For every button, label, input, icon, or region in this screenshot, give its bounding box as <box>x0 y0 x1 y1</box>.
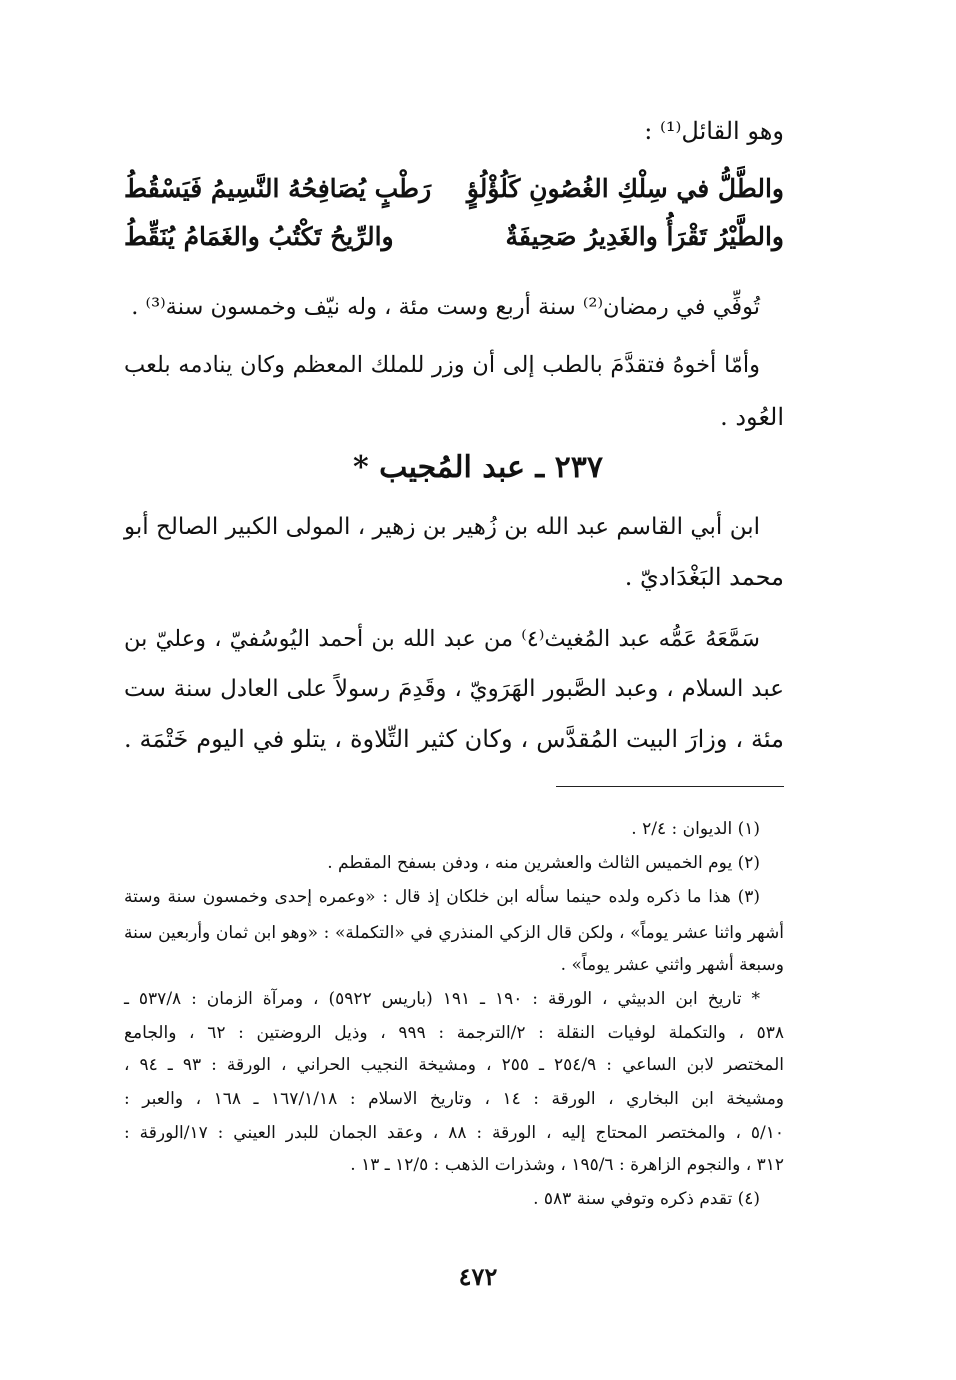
verse-line-1 <box>124 174 784 210</box>
brother-paragraph-line-2: العُود . <box>720 403 784 431</box>
source-note-line-3: المختصر لابن الساعي : ٢٥٤/٩ ـ ٢٥٥ ، ومشيخة النجيب الحراني ، الورقة : ٩٣ ـ ٩٤ ، <box>124 1055 785 1075</box>
death-line: تُوفِّي في رمضان⁽²⁾ سنة أربع وست مئة ، وله نيّف وخمسون سنة⁽³⁾ . <box>131 294 760 320</box>
footnote-separator <box>556 786 784 787</box>
footnote-1: (١) الديوان : ٢/٤ . <box>631 819 760 839</box>
source-note-line-6: ٣١٢ ، والنجوم الزاهرة : ١٩٥/٦ ، وشذرات الذهب : ١٢/٥ ـ ١٣ . <box>350 1155 784 1175</box>
footnote-3-line-3: وسبعة أشهر واثني عشر يوماً» . <box>560 955 784 975</box>
page-number: ٤٧٢ <box>458 1262 498 1291</box>
entry-heading: ٢٣٧ ـ عبد المُجيب * <box>353 450 603 485</box>
brother-paragraph-line-1: وأمّا أخوهُ فتقدَّمَ بالطب إلى أن وزر للملك المعظم وكان ينادمه بلعب <box>124 352 760 378</box>
lineage-line-2: محمد البَغْدَاديّ . <box>624 563 784 591</box>
lineage-line-1: ابن أبي القاسم عبد الله بن زُهير بن زهير ، المولى الكبير الصالح أبو <box>124 514 760 540</box>
source-note-line-2: ٥٣٨ ، والتكملة لوفيات النقلة : ٢/الترجمة : ٩٩٩ ، وذيل الروضتين : ٦٢ ، والجامع <box>124 1023 784 1043</box>
verse-2-first-hemistich: والطَّيْرُ تَقْرَأُ والغَدِيرُ صَحِيفَةٌ <box>505 222 784 251</box>
source-note-line-4: ومشيخة ابن البخاري ، الورقة : ١٤ ، وتاريخ الاسلام : ١٦٧/١/١٨ ـ ١٦٨ ، والعبر : <box>124 1089 785 1109</box>
footnote-2: (٢) يوم الخميس الثالث والعشرين منه ، ودفن بسفح المقطم . <box>327 853 760 873</box>
footnote-4: (٤) تقدم ذكره وتوفي سنة ٥٨٣ . <box>533 1189 760 1209</box>
verse-1-first-hemistich: والطَّلُّ في سِلْكِ الغُصُونِ كَلُؤْلُؤٍ <box>466 174 784 203</box>
source-note-line-1: * تاريخ ابن الدبيثي ، الورقة : ١٩٠ ـ ١٩١ (باريس ٥٩٢٢) ، ومرآة الزمان : ٥٣٧/٨ ـ <box>124 989 760 1009</box>
verse-line-2 <box>124 222 784 258</box>
source-note-line-5: ٥/١٠ ، والمختصر المحتاج إليه ، الورقة : ٨٨ ، وعقد الجمان للبدر العيني : ١٧/الورقة : <box>124 1123 785 1143</box>
bio-line-1: سَمَّعَهُ عَمُّه عبد المُغيث⁽٤⁾ من عبد الله بن أحمد اليُوسُفيّ ، وعليّ بن <box>124 626 760 652</box>
verse-2-second-hemistich: والرِّيحُ تَكْتُبُ والغَمَامُ يُنَقِّطُ <box>124 222 394 251</box>
intro-line: وهو القائل⁽¹⁾ : <box>644 117 784 145</box>
footnote-3-line-1: (٣) هذا ما ذكره ولده حينما سأله ابن خلكان إذ قال : «وعمره إحدى وخمسون سنة وستة <box>124 887 760 907</box>
footnote-3-line-2: أشهر واثنا عشر يوماً» ، ولكن قال الزكي المنذري في «التكملة» : «وهو ابن ثمان وأربعين سنة <box>124 923 784 943</box>
bio-line-2: عبد السلام ، وعبد الصَّبور الهَرَويّ ، وقَدِمَ رسولاً على العادل سنة ست <box>124 676 784 702</box>
bio-line-3: مئة ، وزارَ البيت المُقدَّس ، وكان كثير التِّلاوة ، يتلو في اليوم خَتْمَة . <box>124 725 784 753</box>
verse-1-second-hemistich: رَطْبٍ يُصَافِحُهُ النَّسِيمُ فَيَسْقُطُ <box>124 174 432 203</box>
